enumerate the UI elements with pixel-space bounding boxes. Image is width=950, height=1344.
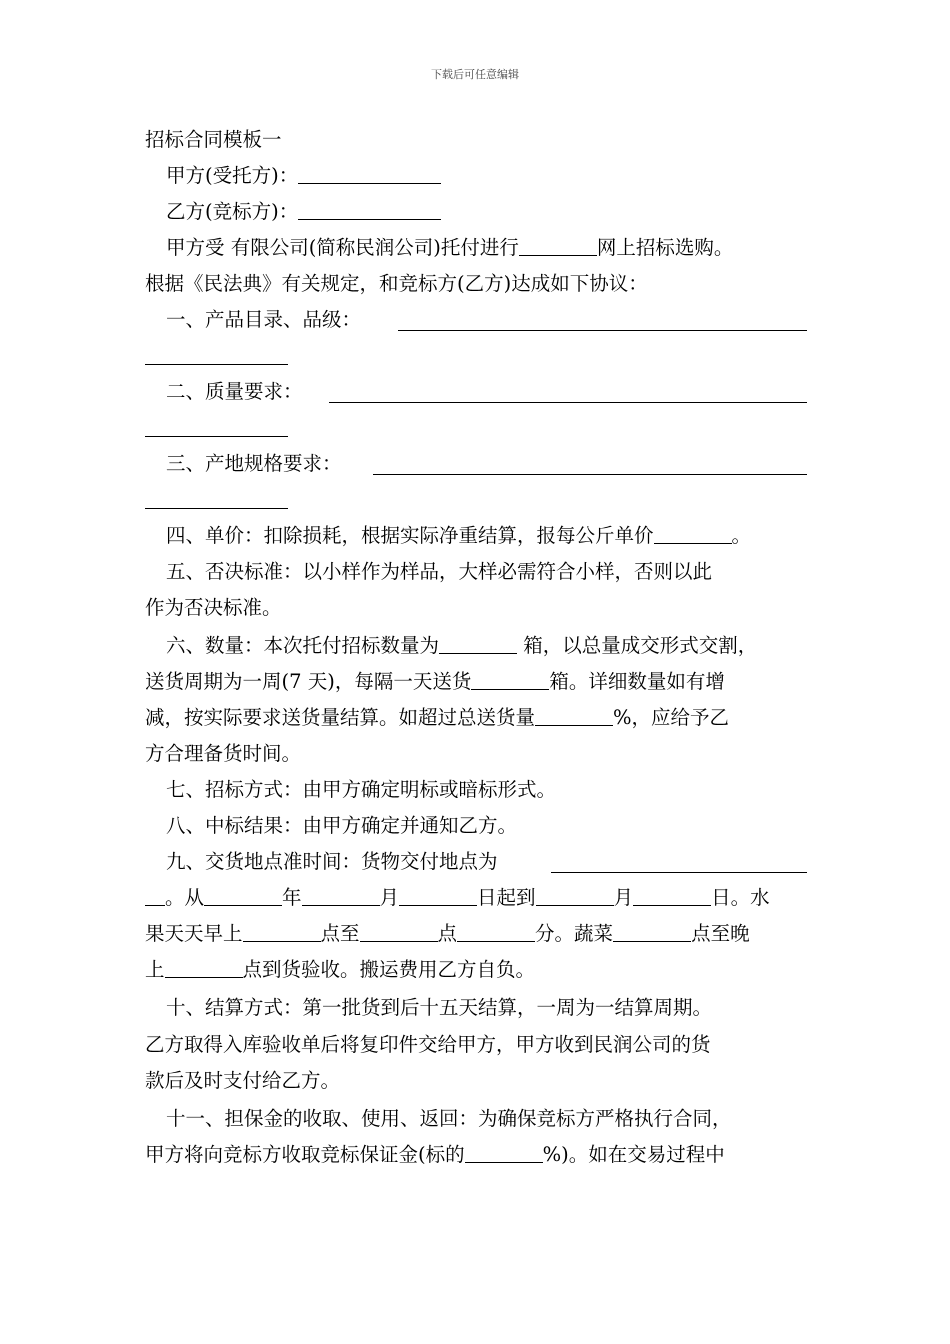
item-6-qty-blank[interactable] bbox=[439, 631, 517, 654]
item-9-line-4: 上 点到货验收。搬运费用乙方自负。 bbox=[145, 952, 810, 990]
item-3-blank[interactable] bbox=[373, 452, 807, 475]
item-6-line-3: 减，按实际要求送货量结算。如超过总送货量 %，应给予乙 bbox=[145, 700, 810, 736]
intro-line-2: 根据《民法典》有关规定，和竞标方(乙方)达成如下协议： bbox=[145, 272, 648, 295]
party-b-line: 乙方(竞标方)： bbox=[145, 194, 810, 230]
item-3-blank-cont[interactable] bbox=[145, 486, 288, 509]
veg-end-hour-blank[interactable] bbox=[165, 955, 243, 978]
from-month-blank[interactable] bbox=[302, 883, 380, 906]
item-6-line-1: 六、数量：本次托付招标数量为 箱，以总量成交形式交割， bbox=[145, 628, 810, 664]
item-7-line: 七、招标方式：由甲方确定明标或暗标形式。 bbox=[166, 778, 557, 801]
item-1-blank-cont[interactable] bbox=[145, 342, 288, 365]
item-6-delivery-blank[interactable] bbox=[471, 667, 549, 690]
doc-title: 招标合同模板一 bbox=[145, 128, 282, 151]
item-9-line-1: 九、交货地点准时间：货物交付地点为 bbox=[145, 844, 810, 880]
party-b-blank[interactable] bbox=[298, 197, 441, 220]
item-2-line: 二、质量要求： bbox=[145, 374, 810, 411]
item-2-blank[interactable] bbox=[329, 380, 807, 403]
item-2-blank-cont[interactable] bbox=[145, 414, 288, 437]
from-year-blank[interactable] bbox=[204, 883, 282, 906]
item-1-blank[interactable] bbox=[398, 308, 807, 331]
item-4-blank[interactable] bbox=[654, 521, 732, 544]
item-6-line-4: 方合理备货时间。 bbox=[145, 742, 302, 765]
party-a-line: 甲方(受托方)： bbox=[145, 158, 810, 194]
item-3-line: 三、产地规格要求： bbox=[145, 446, 810, 483]
item-10-line-1: 十、结算方式：第一批货到后十五天结算，一周为一结算周期。 bbox=[166, 996, 713, 1019]
fruit-end-minute-blank[interactable] bbox=[457, 919, 535, 942]
from-day-blank[interactable] bbox=[399, 883, 477, 906]
item-6-line-2: 送货周期为一周(7 天)，每隔一天送货 箱。详细数量如有增 bbox=[145, 664, 810, 700]
item-9-line-2: 。从 年 月 日起到 月 日。水 bbox=[145, 880, 810, 916]
item-5-line-1: 五、否决标准：以小样作为样品，大样必需符合小样，否则以此 bbox=[166, 560, 713, 583]
item-11-line-1: 十一、担保金的收取、使用、返回：为确保竞标方严格执行合同， bbox=[166, 1107, 732, 1130]
veg-start-hour-blank[interactable] bbox=[613, 919, 691, 942]
to-month-blank[interactable] bbox=[536, 883, 614, 906]
deposit-percent-blank[interactable] bbox=[465, 1140, 543, 1163]
item-8-line: 八、中标结果：由甲方确定并通知乙方。 bbox=[166, 814, 518, 837]
to-day-blank[interactable] bbox=[633, 883, 711, 906]
intro-line-1: 甲方受 有限公司(简称民润公司)托付进行 网上招标选购。 bbox=[145, 230, 810, 266]
item-10-line-2: 乙方取得入库验收单后将复印件交给甲方，甲方收到民润公司的货 bbox=[145, 1033, 711, 1056]
item-5-line-2: 作为否决标准。 bbox=[145, 596, 282, 619]
item-2-cont bbox=[145, 411, 810, 446]
party-a-blank[interactable] bbox=[298, 161, 441, 184]
item-9-line-3: 果天天早上 点至 点 分。蔬菜 点至晚 bbox=[145, 916, 810, 952]
page-header: 下载后可任意编辑 bbox=[431, 68, 519, 81]
item-9-place-blank-cont[interactable] bbox=[145, 883, 165, 906]
fruit-start-hour-blank[interactable] bbox=[243, 919, 321, 942]
item-11-line-2: 甲方将向竞标方收取竞标保证金(标的 %)。如在交易过程中 bbox=[145, 1137, 810, 1173]
document-body bbox=[145, 122, 810, 1173]
item-3-cont bbox=[145, 483, 810, 518]
item-6-percent-blank[interactable] bbox=[535, 703, 613, 726]
fruit-end-hour-blank[interactable] bbox=[360, 919, 438, 942]
item-10-line-3: 款后及时支付给乙方。 bbox=[145, 1069, 341, 1092]
item-9-place-blank[interactable] bbox=[551, 850, 807, 873]
item-1-line: 一、产品目录、品级： bbox=[145, 302, 810, 339]
item-1-cont bbox=[145, 339, 810, 374]
intro-blank[interactable] bbox=[519, 233, 597, 256]
item-4-line: 四、单价：扣除损耗，根据实际净重结算，报每公斤单价 。 bbox=[145, 518, 810, 554]
